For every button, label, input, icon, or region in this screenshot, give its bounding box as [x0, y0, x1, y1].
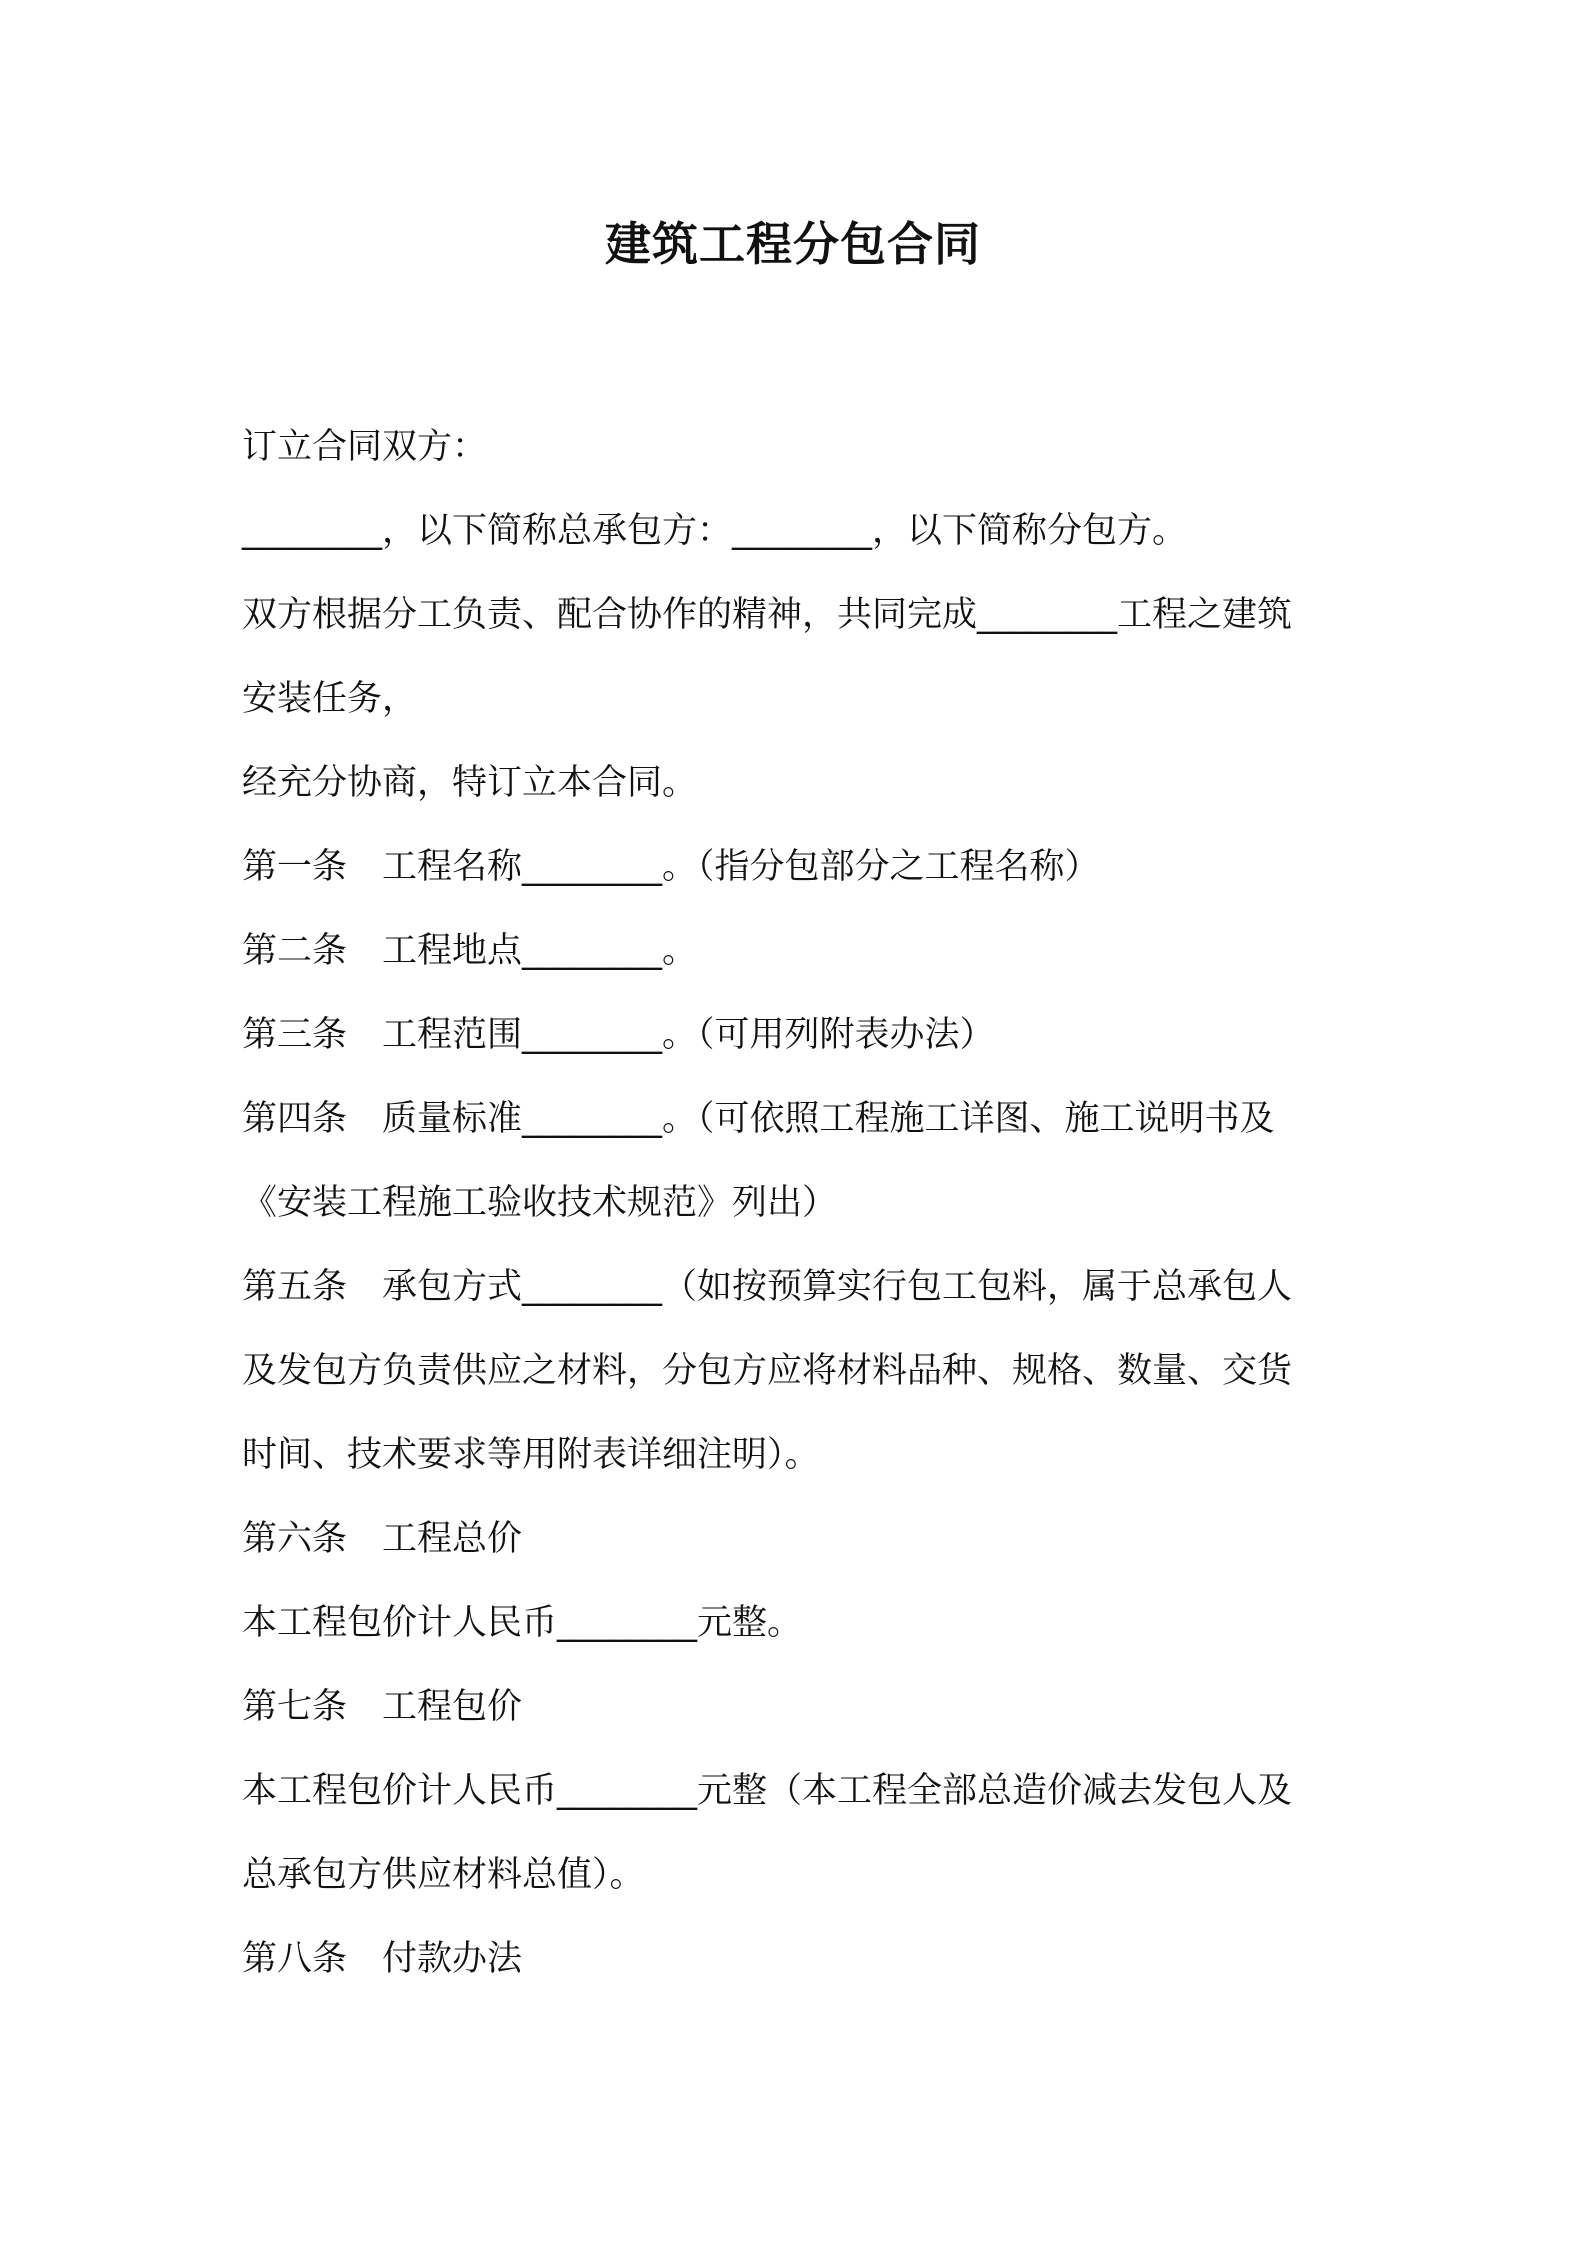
article-4: 第四条 质量标准________。（可依照工程施工详图、施工说明书及	[242, 1099, 1275, 1139]
article-3: 第三条 工程范围________。（可用列附表办法）	[242, 1015, 995, 1055]
document-body	[242, 405, 1362, 2001]
text-line: ________，以下简称总承包方：________，以下简称分包方。	[242, 511, 1188, 551]
article-1: 第一条 工程名称________。（指分包部分之工程名称）	[242, 847, 1100, 887]
article-7: 第七条 工程包价	[242, 1687, 523, 1727]
text-line: 本工程包价计人民币________元整。	[242, 1603, 803, 1643]
article-2: 第二条 工程地点________。	[242, 931, 698, 971]
text-line: 安装任务，	[242, 679, 418, 719]
text-line: 本工程包价计人民币________元整（本工程全部总造价减去发包人及	[242, 1771, 1293, 1811]
article-6: 第六条 工程总价	[242, 1519, 523, 1559]
text-line: 时间、技术要求等用附表详细注明）。	[242, 1435, 820, 1475]
text-line: 经充分协商，特订立本合同。	[242, 763, 698, 803]
text-line: 及发包方负责供应之材料，分包方应将材料品种、规格、数量、交货	[242, 1351, 1293, 1391]
text-line: 订立合同双方：	[242, 427, 488, 467]
document-title: 建筑工程分包合同	[605, 217, 981, 271]
text-line: 双方根据分工负责、配合协作的精神，共同完成________工程之建筑	[242, 595, 1293, 635]
article-5: 第五条 承包方式________（如按预算实行包工包料，属于总承包人	[242, 1267, 1293, 1307]
article-8: 第八条 付款办法	[242, 1939, 523, 1979]
text-line: 《安装工程施工验收技术规范》列出）	[242, 1183, 838, 1223]
text-line: 总承包方供应材料总值）。	[242, 1855, 645, 1895]
